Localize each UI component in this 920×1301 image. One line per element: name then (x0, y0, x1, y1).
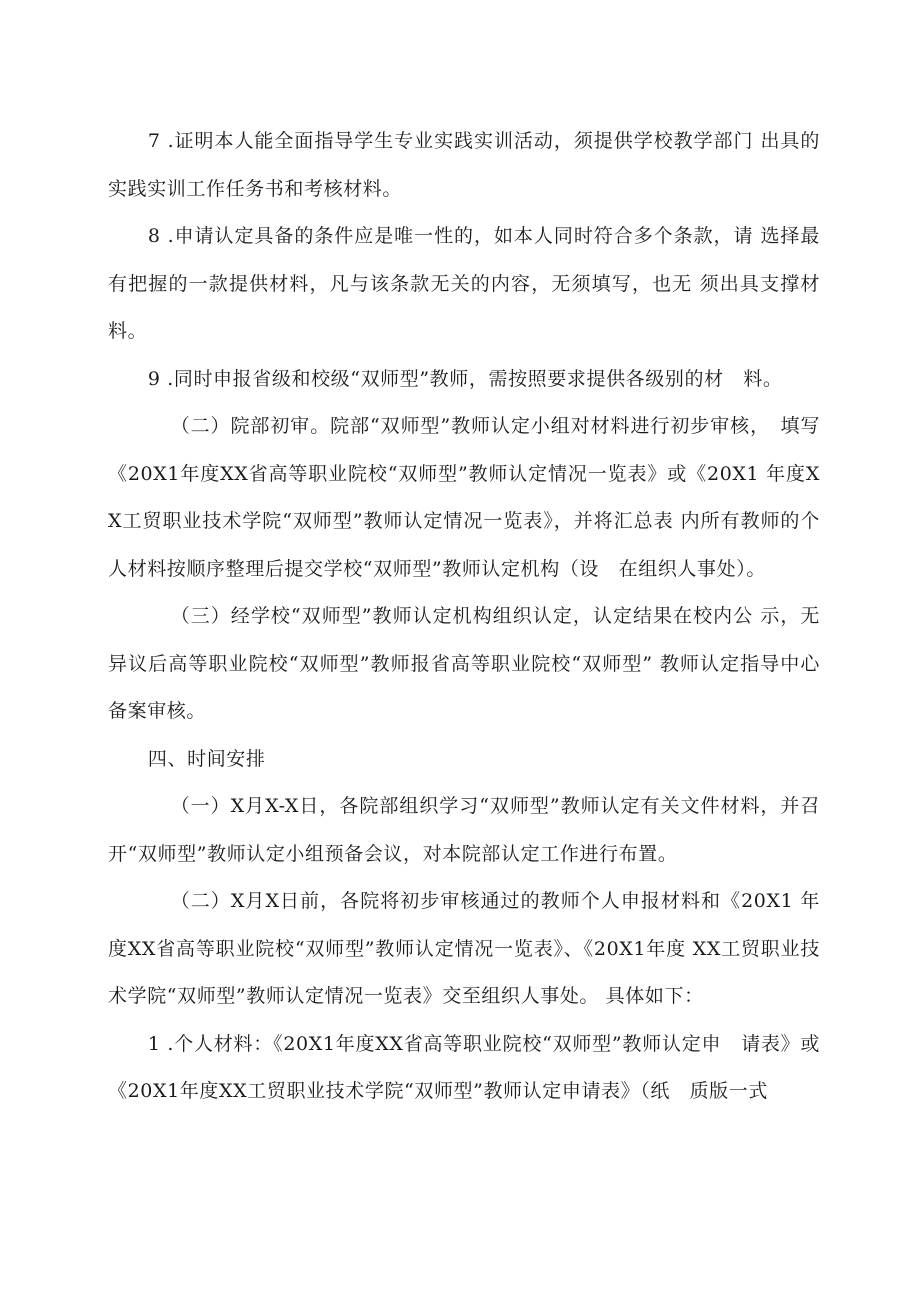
schedule-step-2-paragraph: （二）X月X日前，各院将初步审核通过的教师个人申报材料和《20X1 年度XX省高等职业院校“双师型”教师认定情况一览表》、《20X1年度 XX工贸职业技术学院“双师型”教师认定情况一览表》交至组织人事处。 具体如下： (108, 890, 820, 1007)
item-9-paragraph: 9 .同时申报省级和校级“双师型”教师，需按照要求提供各级别的材 料。 (147, 367, 783, 390)
item-7-paragraph: 7 .证明本人能全面指导学生专业实践实训活动，须提供学校教学部门 出具的实践实训工作任务书和考核材料。 (108, 130, 820, 200)
item-8-paragraph: 8 .申请认定具备的条件应是唯一性的，如本人同时符合多个条款，请 选择最有把握的一款提供材料，凡与该条款无关的内容，无须填写，也无 须出具支撑材料。 (108, 225, 820, 342)
department-review-paragraph: （二）院部初审。院部“双师型”教师认定小组对材料进行初步审核， 填写《20X1年度XX省高等职业院校“双师型”教师认定情况一览表》或《20X1 年度XX工贸职业技术学院“双师型”教师认定情况一览表》，并将汇总表 内所有教师的个人材料按顺序整理后提交学校“双师型”教师认定机构（设 在组织人事处）。 (108, 415, 820, 580)
school-certification-paragraph: （三）经学校“双师型”教师认定机构组织认定，认定结果在校内公 示，无异议后高等职业院校“双师型”教师报省高等职业院校“双师型” 教师认定指导中心备案审核。 (108, 605, 820, 722)
personal-materials-paragraph: 1 .个人材料：《20X1年度XX省高等职业院校“双师型”教师认定申 请表》或《20X1年度XX工贸职业技术学院“双师型”教师认定申请表》（纸 质版一式 (108, 1032, 820, 1102)
schedule-step-1-paragraph: （一）X月X-X日，各院部组织学习“双师型”教师认定有关文件材料，并召开“双师型”教师认定小组预备会议，对本院部认定工作进行布置。 (108, 795, 820, 865)
schedule-heading: 四、时间安排 (147, 747, 266, 770)
document-body (108, 118, 820, 1116)
